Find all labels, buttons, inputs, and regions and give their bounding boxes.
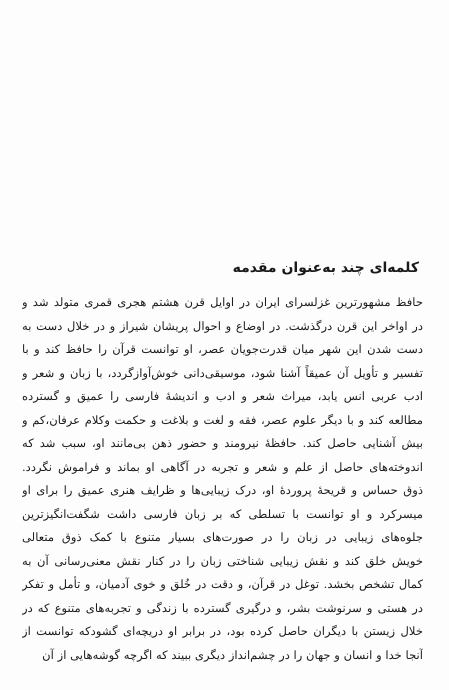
text-line: آنجا خدا و انسان و جهان را در چشم‌انداز دیگری ببیند که اگرچه گوشه‌هایی از آن [42,647,423,662]
text-line: میسرکرد و او توانست با تسلطی که بر زبان فارسی داشت شگفت‌انگیزترین [22,506,423,521]
section-heading: کلمه‌ای چند به‌عنوان مقدمه [232,260,419,276]
text-line: تفسیر و تأویل آن عمیقاً آشنا شود، موسیقی‌دانی خوش‌آوازگردد، با زبان و شعر و [22,365,423,380]
text-line: خویش خلق کند و نقش زیبایی شناختی زبان را در کنار نقش معنی‌رسانی آن به [22,553,423,568]
text-line: دست شدن این شهر میان قدرت‌جویان عصر، او توانست قرآن را حافظ کند و با [22,342,423,356]
body-text [22,291,423,667]
text-line: ادب عربی انس یابد، میراث شعر و ادب و اندیشهٔ فارسی را عمیق و گسترده [22,389,423,403]
text-line: در هستی و سرنوشت بشر، و درگیری گسترده با زندگی و تجربه‌های متنوع که در [22,600,423,615]
text-line: خلال زیستن با دیگران حاصل کرده بود، در برابر او دریچه‌ای گشودکه توانست از [22,624,423,638]
text-line: در اواخر این قرن درگذشت. در اوضاع و احوال پریشان شیراز و در خلال دست به [22,318,423,333]
text-line: کمال تشخص بخشد. توغل در قرآن، و دقت در خُلق و خوی آدمیان، و تأمل و تفکر [22,577,423,591]
text-line: اندوخته‌های حاصل از علم و شعر و تجربه در آگاهی او بماند و فراموش نگردد. [22,459,423,474]
text-line: جلوه‌های زیبایی در زبان را در صورت‌های بسیار متنوع با کمک ذوق متعالی [22,530,423,544]
text-line: مطالعه کند و با دیگر علوم عصر، فقه و لغت و بلاغت و حکمت وکلام عرفان،کم و [22,412,423,427]
text-line: بیش آشنایی حاصل کند. حافظهٔ نیرومند و حضور ذهن بی‌مانند او، سبب شد که [22,436,423,450]
text-line: حافظ مشهورترین غزلسرای ایران در اوایل قرن هشتم هجری قمری متولد شد و [22,295,423,309]
text-line: ذوق حساس و قریحهٔ پروردهٔ او، درک زیبایی‌ها و ظرایف هنری عمیق را برای او [22,483,423,497]
